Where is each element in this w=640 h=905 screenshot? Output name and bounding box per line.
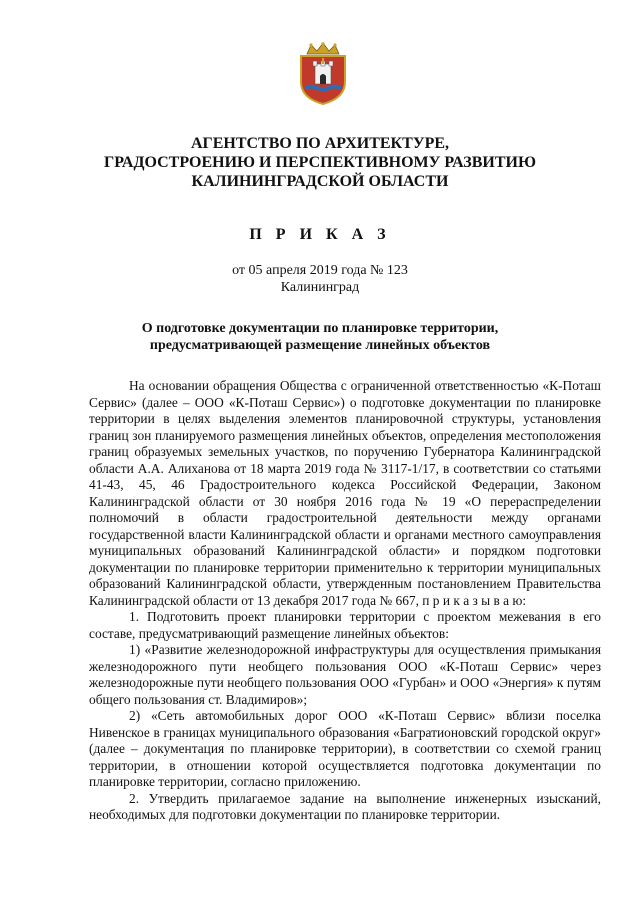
kaliningrad-coat-of-arms-icon (295, 42, 351, 106)
agency-line-2: ГРАДОСТРОЕНИЮ И ПЕРСПЕКТИВНОМУ РАЗВИТИЮ (104, 154, 536, 171)
agency-name (0, 134, 640, 191)
order-date-number: от 05 апреля 2019 года № 123 (232, 263, 408, 278)
document-body (89, 378, 601, 824)
clause-1-paragraph: 1. Подготовить проект планировки территории с проектом межевания в его составе, предусматривающий размещение линейных объектов: (89, 609, 601, 641)
order-meta (0, 262, 640, 296)
order-subject (0, 320, 640, 354)
preamble-paragraph: На основании обращения Общества с ограниченной ответственностью «К-Поташ Сервис» (далее – ООО «К-Поташ Сервис») о подготовке документации по планировке территории в целях выделения элементов планировочной структуры, установления границ зон планируемого размещения линейных объектов, определения местоположения границ образуемых земельных участков, по поручению Губернатора Калининградской области А.А. Алиханова от 18 марта 2019 года № 3117-1/17, в соответствии со статьями 41-43, 45, 46 Градостроительного кодекса Российской Федерации, Законом Калининградской области от 30 ноября 2016 года № 19 «О перераспределении полномочий в области градостроительной деятельности между органами государственной власти Калининградской области и органами местного самоуправления муниципальных образований Калининградской области» и порядком подготовки документации по планировке территории применительно к территории муниципальных образований Калининградской области, утвержденным постановлением Правительства Калининградской области от 13 декабря 2017 года № 667, п р и к а з ы в а ю: (89, 378, 601, 608)
subject-line-2: предусматривающей размещение линейных объектов (149, 338, 491, 353)
clause-2-paragraph: 2. Утвердить прилагаемое задание на выполнение инженерных изысканий, необходимых для подготовки документации по планировке территории. (89, 790, 601, 822)
clause-1-item-1-paragraph: 1) «Развитие железнодорожной инфраструктуры для осуществления примыкания железнодорожного пути необщего пользования ООО «К-Поташ Сервис» через железнодорожные пути необщего пользования ООО «Гурбан» и ООО «Энергия» к путям общего пользования ст. Владимиров»; (89, 642, 601, 707)
order-city: Калининград (280, 280, 360, 295)
agency-line-3: КАЛИНИНГРАДСКОЙ ОБЛАСТИ (191, 173, 449, 190)
subject-line-1: О подготовке документации по планировке территории, (141, 321, 499, 336)
agency-line-1: АГЕНТСТВО ПО АРХИТЕКТУРЕ, (190, 135, 450, 152)
clause-1-item-2-paragraph: 2) «Сеть автомобильных дорог ООО «К-Поташ Сервис» вблизи поселка Нивенское в границах муниципального образования «Багратионовский городской округ» (далее – документация по планировке территории), в соответствии со схемой границ территории, в отношении которой осуществляется подготовка документации по планировке территории, согласно приложению. (89, 708, 601, 789)
order-title: П Р И К А З (249, 226, 391, 243)
